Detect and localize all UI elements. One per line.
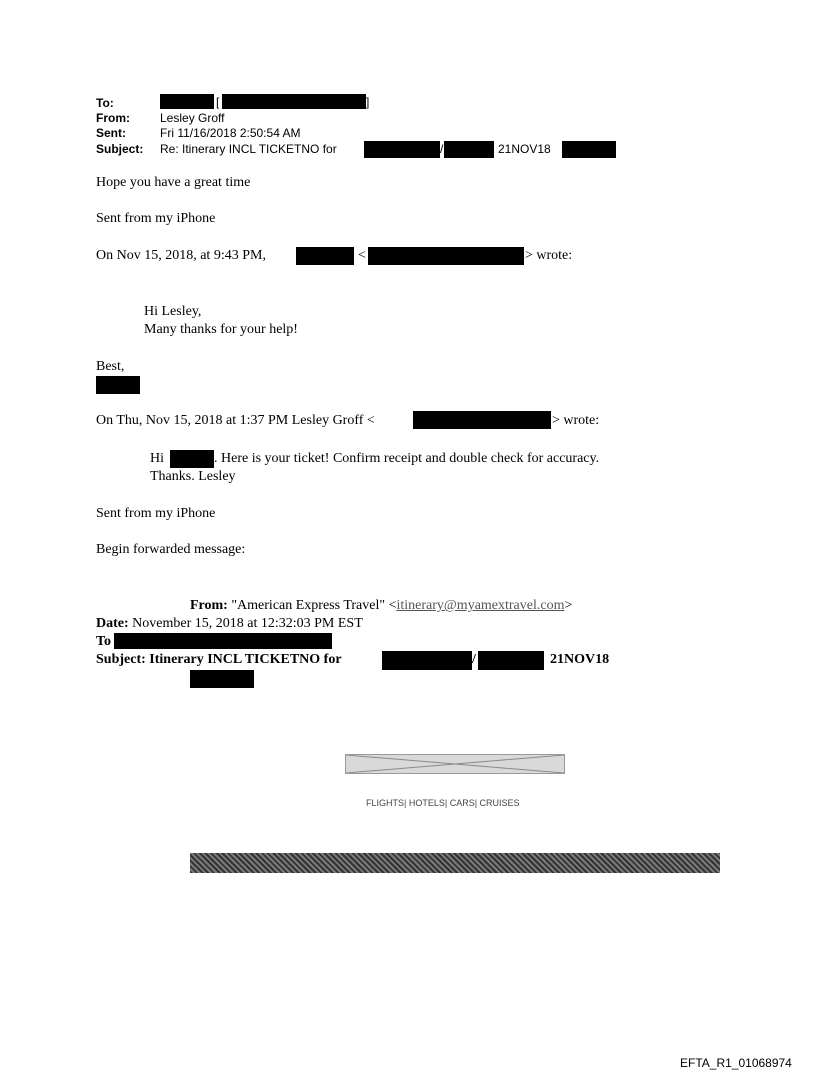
fwd-subject-line [96,652,342,668]
redaction-fwd-to [114,633,332,649]
fwd-from-close: > [564,598,573,613]
subject-prefix: Re: Itinerary INCL TICKETNO for [160,142,337,156]
subject-slash: / [440,142,444,156]
body-line-great-time: Hope you have a great time [96,175,251,190]
redaction-fwd-subject-1 [382,651,472,670]
quote-wrote-2: > wrote: [552,413,600,428]
fwd-to-label: To [96,634,112,649]
from-value: Lesley Groff [160,111,225,125]
subject-date: 21NOV18 [498,142,551,156]
fwd-subject-slash: / [472,652,476,667]
from-label: From: [96,111,130,125]
broken-image-icon [346,755,564,773]
redaction-subject-2 [444,141,494,158]
redaction-subject-3 [562,141,616,158]
many-thanks: Many thanks for your help! [144,322,298,337]
redaction-sender-email [368,247,524,265]
sent-value: Fri 11/16/2018 2:50:54 AM [160,126,301,140]
fwd-subject-value: Itinerary INCL TICKETNO for [149,652,342,667]
nav-links[interactable]: FLIGHTS| HOTELS| CARS| CRUISES [366,798,520,808]
to-label: To: [96,96,114,110]
to-bracket-close: ] [366,95,370,109]
sent-iphone-2: Sent from my iPhone [96,506,216,521]
hi-lesley: Hi Lesley, [144,304,202,319]
redaction-fwd-subject-2 [478,651,544,670]
sent-label: Sent: [96,126,126,140]
redaction-subject-1 [364,141,440,158]
fwd-from-line [190,598,572,614]
subject-label: Subject: [96,142,144,156]
redaction-fwd-subject-3 [190,670,254,688]
to-bracket-open: [ [216,95,220,109]
ticket-message: . Here is your ticket! Confirm receipt and double check for accuracy. [214,451,600,466]
best: Best, [96,359,125,374]
fwd-date-value: November 15, 2018 at 12:32:03 PM EST [128,616,363,631]
hi: Hi [150,451,164,466]
redaction-sender-name [296,247,354,265]
redaction-to-name [160,94,214,109]
redaction-recipient-name [170,450,214,468]
body-line-sent-iphone: Sent from my iPhone [96,211,216,226]
redaction-to-email [222,94,366,109]
begin-forwarded: Begin forwarded message: [96,542,246,557]
quote-header-943: On Nov 15, 2018, at 9:43 PM, [96,248,266,263]
quote-header-137: On Thu, Nov 15, 2018 at 1:37 PM Lesley Groff < [96,413,375,428]
redaction-signature [96,376,140,394]
thanks-lesley: Thanks. Lesley [150,469,236,484]
fwd-date-label: Date: [96,616,129,631]
redacted-banner-bar [190,853,720,873]
fwd-from-email-link[interactable]: itinerary@myamextravel.com [396,598,565,613]
fwd-subject-date: 21NOV18 [550,652,610,667]
document-id: EFTA_R1_01068974 [680,1056,792,1070]
fwd-from-label: From: [190,598,228,613]
banner-image-placeholder [345,754,565,774]
fwd-date-line [96,616,363,632]
redaction-lesley-email [413,411,551,429]
quote-wrote: > wrote: [525,248,573,263]
fwd-from-name: "American Express Travel" < [227,598,397,613]
fwd-subject-label: Subject: [96,652,146,667]
quote-lt: < [358,248,366,263]
